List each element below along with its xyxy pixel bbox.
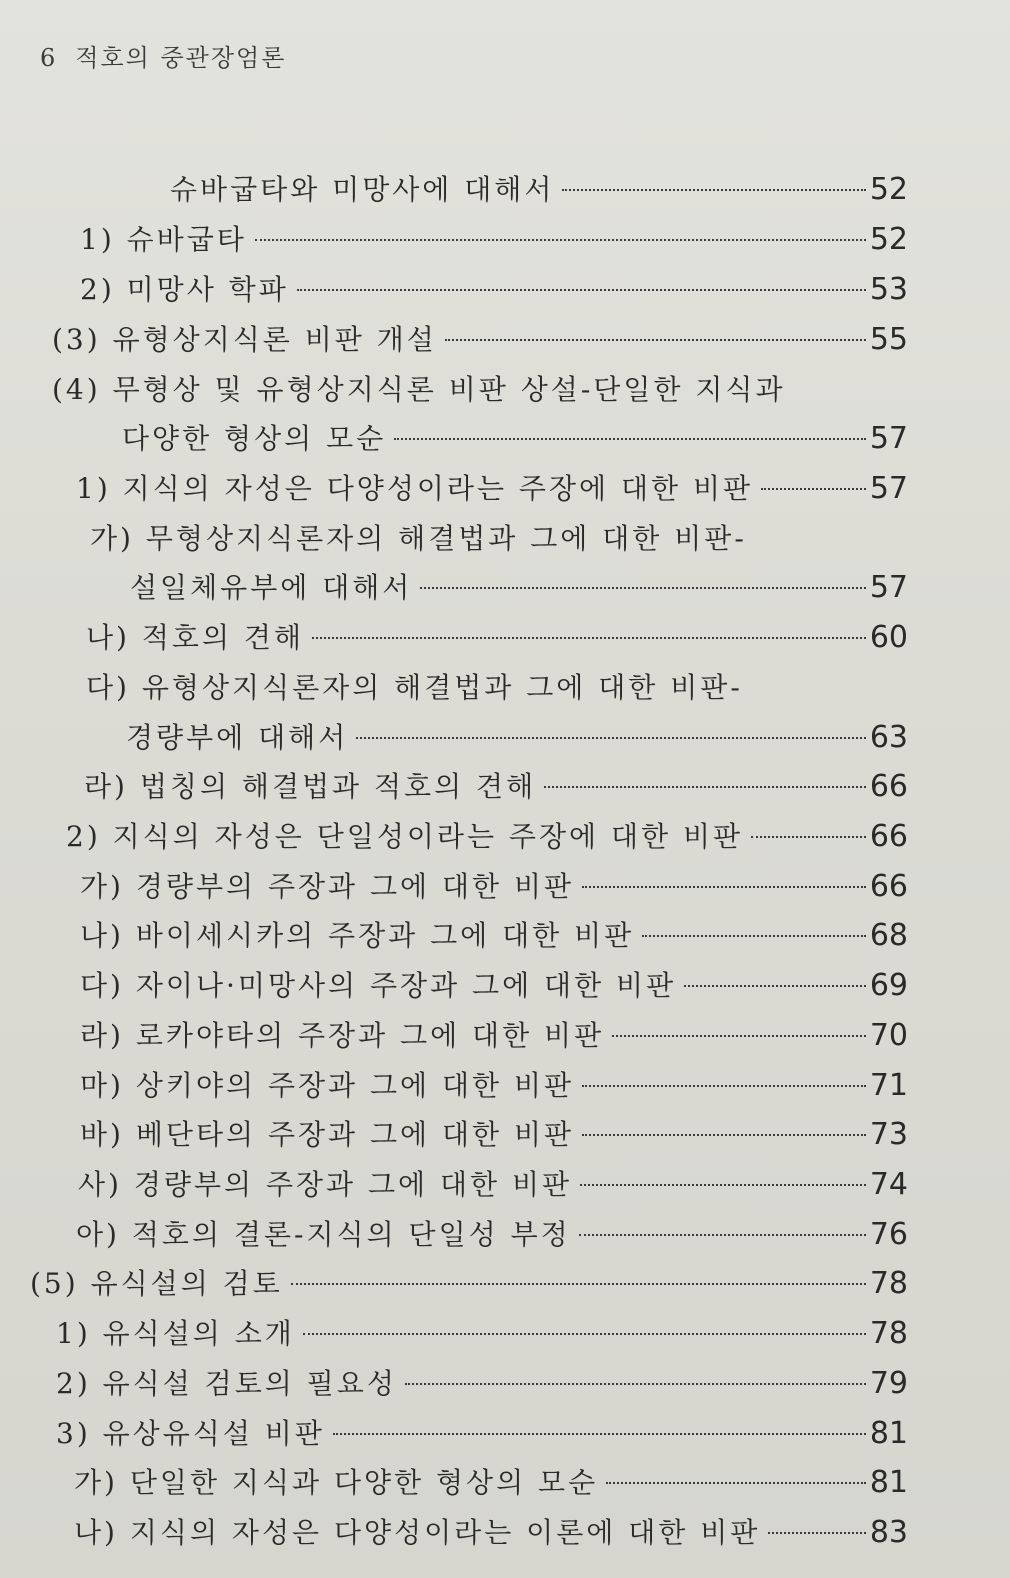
toc-entry-title: 가) 단일한 지식과 다양한 형상의 모순 (74, 1466, 599, 1499)
toc-entry-title: 라) 로카야타의 주장과 그에 대한 비판 (80, 1019, 605, 1052)
toc-entry-title: 아) 적호의 결론-지식의 단일성 부정 (76, 1218, 571, 1251)
toc-entry-title: 2) 미망사 학파 (80, 273, 289, 306)
toc-entry-title: 2) 유식설 검토의 필요성 (56, 1367, 397, 1400)
toc-entry (56, 1314, 908, 1354)
toc-leader-dots (582, 886, 866, 888)
toc-entry (170, 170, 908, 210)
toc-entry-title: 바) 베단타의 주장과 그에 대한 비판 (80, 1118, 575, 1151)
toc-entry-page: 81 (869, 1465, 908, 1500)
toc-entry (80, 916, 908, 956)
toc-entry-first-line: 가) 무형상지식론자의 해결법과 그에 대한 비판- (90, 522, 747, 555)
toc-entry-page: 52 (869, 172, 908, 207)
toc-entry (76, 1215, 908, 1255)
toc-leader-dots (606, 1482, 866, 1484)
toc-entry-title: 나) 바이세시카의 주장과 그에 대한 비판 (80, 919, 635, 952)
toc-entry-page: 66 (869, 769, 908, 804)
toc-entry-title: 1) 유식설의 소개 (56, 1317, 295, 1350)
toc-entry-page: 70 (869, 1018, 908, 1053)
toc-entry (30, 1264, 908, 1304)
toc-entry-page: 55 (869, 322, 908, 357)
toc-entry (56, 1414, 908, 1454)
toc-entry (80, 220, 908, 260)
toc-entry (56, 1364, 908, 1404)
toc-leader-dots (255, 239, 866, 241)
toc-entry-title: 사) 경량부의 주장과 그에 대한 비판 (78, 1168, 573, 1201)
toc-entry-page: 73 (869, 1117, 908, 1152)
toc-entry-page: 66 (869, 869, 908, 904)
toc-entry (74, 1463, 908, 1503)
toc-entry-page: 78 (869, 1316, 908, 1351)
toc-entry-page: 76 (869, 1217, 908, 1252)
toc-leader-dots (768, 1532, 866, 1534)
toc-entry-page: 60 (869, 620, 908, 655)
header-book-title: 적호의 중관장엄론 (75, 44, 287, 72)
toc-entry-title: 1) 지식의 자성은 다양성이라는 주장에 대한 비판 (76, 472, 754, 505)
toc-entry-title: 마) 상키야의 주장과 그에 대한 비판 (80, 1069, 575, 1102)
running-header (40, 38, 286, 73)
toc-entry-page: 69 (869, 968, 908, 1003)
toc-entry-page: 74 (869, 1167, 908, 1202)
toc-leader-dots (562, 189, 865, 191)
toc-leader-dots (333, 1433, 866, 1435)
toc-entry (84, 767, 908, 807)
toc-entry (80, 1115, 908, 1155)
toc-entry-title: 가) 경량부의 주장과 그에 대한 비판 (80, 870, 575, 903)
toc-entry (80, 1016, 908, 1056)
toc-entry-title: 3) 유상유식설 비판 (56, 1417, 325, 1450)
toc-entry-page: 52 (869, 222, 908, 257)
toc-entry-page: 66 (869, 819, 908, 854)
toc-entry-page: 79 (869, 1366, 908, 1401)
toc-leader-dots (303, 1333, 866, 1335)
toc-leader-dots (579, 1234, 866, 1236)
toc-leader-dots (544, 786, 866, 788)
toc-entry-title: 다양한 형상의 모순 (122, 422, 387, 455)
toc-entry-first-line: (4) 무형상 및 유형상지식론 비판 상설-단일한 지식과 (52, 373, 786, 406)
toc-leader-dots (297, 289, 866, 291)
toc-leader-dots (751, 836, 866, 838)
toc-entry (52, 320, 908, 360)
toc-entry-page: 68 (869, 918, 908, 953)
toc-entry-page: 57 (869, 421, 908, 456)
toc-leader-dots (642, 935, 866, 937)
toc-entry-page: 57 (869, 570, 908, 605)
toc-entry-title: 나) 지식의 자성은 다양성이라는 이론에 대한 비판 (74, 1516, 761, 1549)
toc-leader-dots (394, 438, 866, 440)
toc-entry-title: 다) 자이나·미망사의 주장과 그에 대한 비판 (80, 969, 677, 1002)
toc-entry (86, 618, 908, 658)
toc-leader-dots (612, 1035, 866, 1037)
toc-leader-dots (582, 1085, 866, 1087)
toc-entry-title: 경량부에 대해서 (126, 721, 349, 754)
toc-entry-title: (5) 유식설의 검토 (30, 1267, 283, 1300)
toc-entry-page: 63 (869, 720, 908, 755)
toc-entry-title: 나) 적호의 견해 (86, 621, 305, 654)
toc-leader-dots (684, 985, 866, 987)
header-page-number: 6 (40, 44, 58, 72)
toc-entry-first-line: 다) 유형상지식론자의 해결법과 그에 대한 비판- (86, 671, 743, 704)
toc-leader-dots (580, 1184, 866, 1186)
toc-entry (66, 817, 908, 857)
toc-entry-title: 2) 지식의 자성은 단일성이라는 주장에 대한 비판 (66, 820, 744, 853)
toc-leader-dots (420, 587, 865, 589)
toc-entry (76, 469, 908, 509)
toc-entry-title: 설일체유부에 대해서 (130, 571, 413, 604)
toc-entry-page: 83 (869, 1515, 908, 1550)
toc-entry (80, 270, 908, 310)
toc-entry-page: 57 (869, 471, 908, 506)
toc-entry-page: 71 (869, 1068, 908, 1103)
toc-entry-page: 81 (869, 1416, 908, 1451)
toc-leader-dots (356, 737, 866, 739)
toc-entry-title: 슈바굽타와 미망사에 대해서 (170, 173, 555, 206)
toc-leader-dots (761, 488, 866, 490)
toc-entry (80, 966, 908, 1006)
toc-entry (130, 568, 908, 608)
toc-leader-dots (291, 1283, 866, 1285)
toc-entry (80, 867, 908, 907)
toc-entry-page: 78 (869, 1266, 908, 1301)
toc-entry (122, 419, 908, 459)
toc-entry-title: 라) 법칭의 해결법과 적호의 견해 (84, 770, 537, 803)
toc-entry-title: (3) 유형상지식론 비판 개설 (52, 323, 437, 356)
toc-leader-dots (405, 1383, 866, 1385)
toc-leader-dots (582, 1134, 866, 1136)
toc-entry-page: 53 (869, 272, 908, 307)
toc-leader-dots (445, 339, 866, 341)
toc-entry (126, 718, 908, 758)
toc-entry (74, 1513, 908, 1553)
toc-entry (80, 1066, 908, 1106)
toc-leader-dots (312, 637, 866, 639)
toc-entry-title: 1) 슈바굽타 (80, 223, 247, 256)
toc-entry (78, 1165, 908, 1205)
